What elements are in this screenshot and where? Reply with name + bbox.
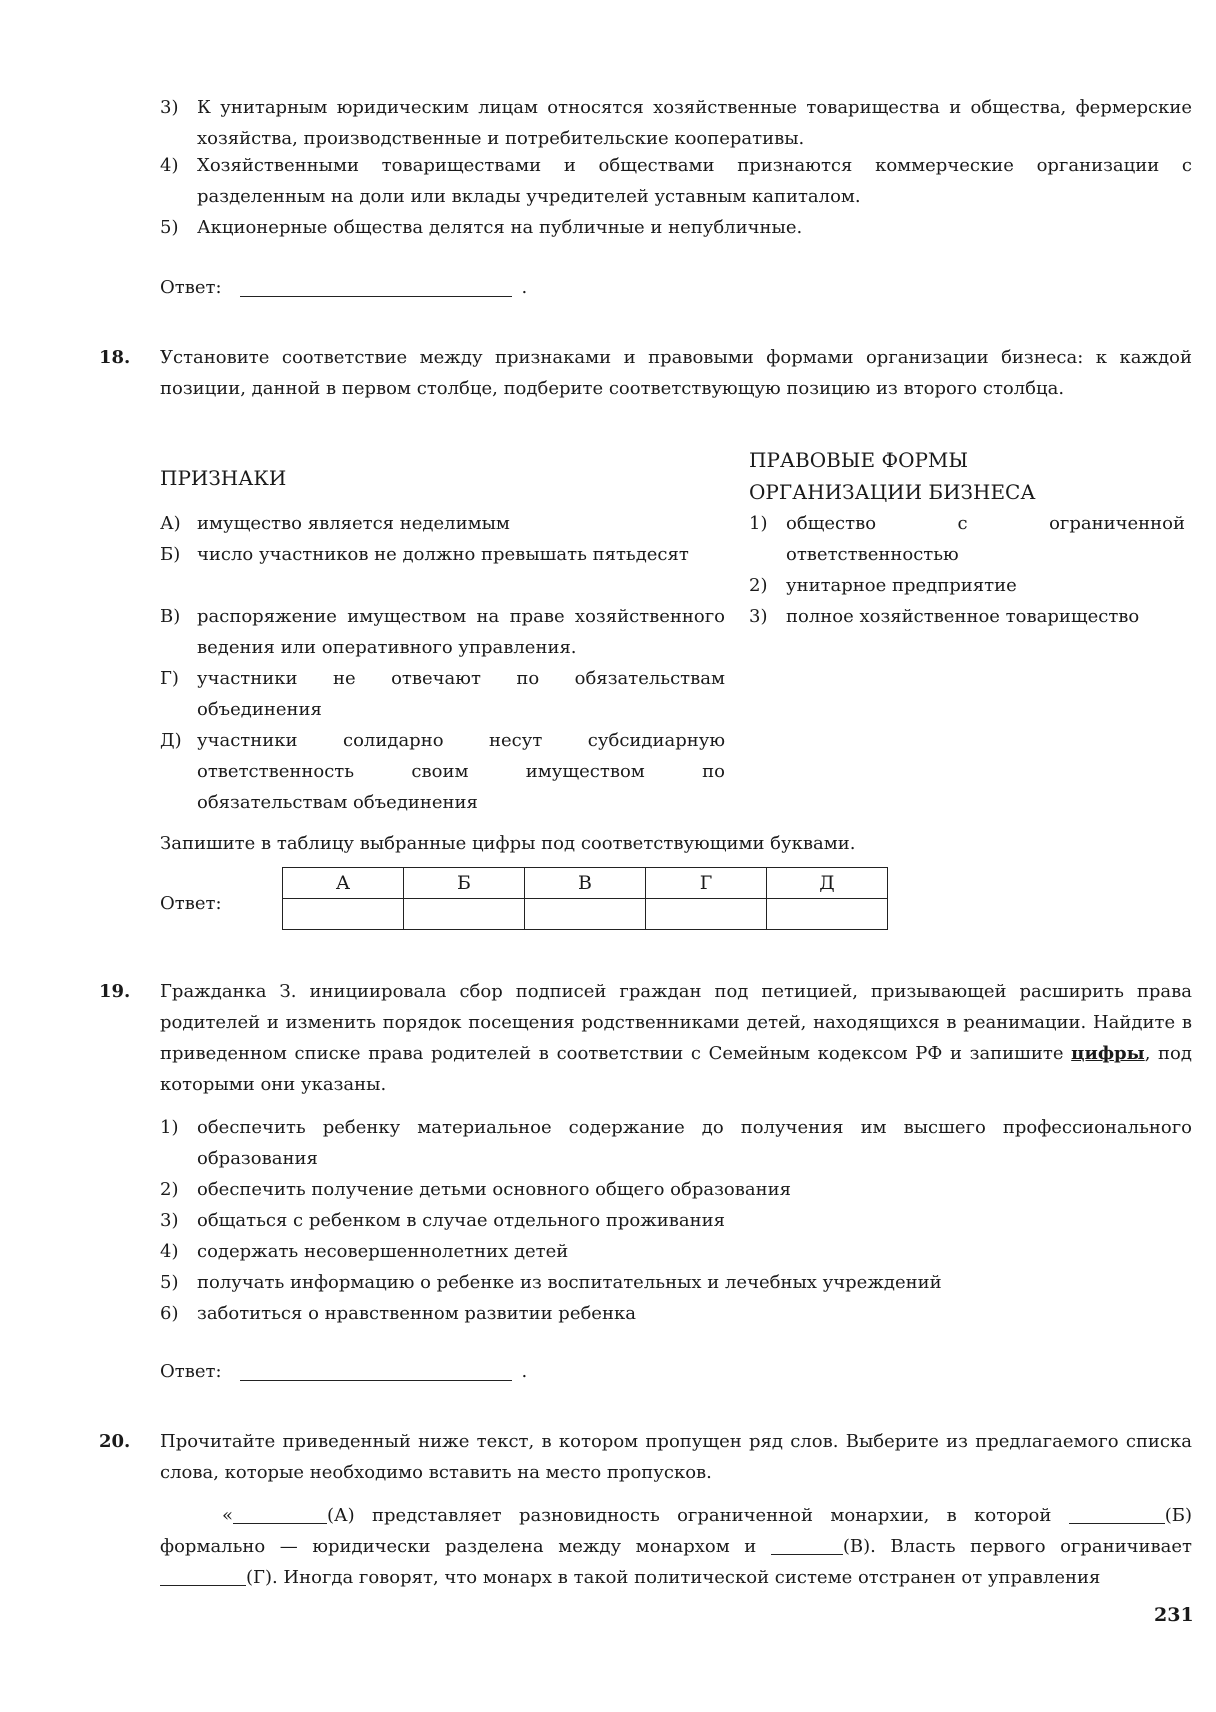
q19-text-part: Гражданка З. инициировала сбор подписей граждан под петицией, призывающей расширить права родителей и изменить порядок посещения родственниками детей, находящихся в реанимации. Найдите в приведенном списке права родителей в соответствии с Семейным кодексом РФ и запишите xyxy=(160,981,1192,1064)
q19-number: 19. xyxy=(99,981,131,1002)
answer-cell-a[interactable] xyxy=(283,899,404,930)
option-text: Хозяйственными товариществами и обществами признаются коммерческие организации с разделенным на доли или вклады учредителей уставным капиталом. xyxy=(197,155,1192,207)
form-text: полное хозяйственное товарищество xyxy=(786,606,1140,627)
q18-form-1 xyxy=(749,508,1185,570)
q18-answer-table xyxy=(282,867,888,930)
q18-text: Установите соответствие между признаками и правовыми формами организации бизнеса: к каждой позиции, данной в первом столбце, подберите соответствующую позицию из второго столбца. xyxy=(160,347,1192,399)
q18-left-header: ПРИЗНАКИ xyxy=(160,466,287,490)
feature-text: имущество является неделимым xyxy=(197,513,510,534)
q18-answer-label: Ответ: xyxy=(160,893,222,914)
q18-instruction: Запишите в таблицу выбранные цифры под соответствующими буквами. xyxy=(160,833,856,854)
q18-number: 18. xyxy=(99,347,131,368)
q18-form-3 xyxy=(749,601,1185,632)
passage-part: (Г). Иногда говорят, что монарх в такой политической системе отстранен от управления xyxy=(246,1567,1101,1588)
q20-passage xyxy=(160,1500,1192,1593)
option-number: 3) xyxy=(160,97,179,118)
q18-form-2 xyxy=(749,570,1185,601)
q18-right-header-2: ОРГАНИЗАЦИИ БИЗНЕСА xyxy=(749,480,1036,504)
answer-table-header-row xyxy=(283,868,888,899)
q19-option-3 xyxy=(160,1205,1192,1236)
answer-cell-v[interactable] xyxy=(525,899,646,930)
answer-header-b: Б xyxy=(404,868,525,899)
q17-option-5 xyxy=(160,212,1192,243)
option-number: 2) xyxy=(160,1179,179,1200)
option-number: 4) xyxy=(160,1241,179,1262)
passage-quote: « xyxy=(222,1505,234,1526)
q19-option-5 xyxy=(160,1267,1192,1298)
q20-number: 20. xyxy=(99,1431,131,1452)
q19-text-emphasis: цифры xyxy=(1071,1043,1145,1064)
option-text: получать информацию о ребенке из воспитательных и лечебных учреждений xyxy=(197,1272,942,1293)
blank-v[interactable] xyxy=(771,1532,843,1555)
option-text: обеспечить получение детьми основного общего образования xyxy=(197,1179,791,1200)
option-number: 3) xyxy=(160,1210,179,1231)
answer-cell-d[interactable] xyxy=(767,899,888,930)
form-text: унитарное предприятие xyxy=(786,575,1017,596)
q19-option-2 xyxy=(160,1174,1192,1205)
option-number: 1) xyxy=(160,1117,179,1138)
option-number: 6) xyxy=(160,1303,179,1324)
option-text: содержать несовершеннолетних детей xyxy=(197,1241,569,1262)
q17-answer xyxy=(160,272,527,303)
q19-option-6 xyxy=(160,1298,1192,1329)
option-text: Акционерные общества делятся на публичные и непубличные. xyxy=(197,217,803,238)
answer-cell-g[interactable] xyxy=(646,899,767,930)
feature-letter: А) xyxy=(160,513,181,534)
q18-feature-a xyxy=(160,508,725,539)
option-text: обеспечить ребенку материальное содержание до получения им высшего профессионального образования xyxy=(197,1117,1192,1169)
q18-feature-d xyxy=(160,725,725,818)
answer-header-a: А xyxy=(283,868,404,899)
answer-label: Ответ: xyxy=(160,277,222,298)
feature-text: распоряжение имуществом на праве хозяйственного ведения или оперативного управления. xyxy=(197,606,725,658)
q18-right-header-1: ПРАВОВЫЕ ФОРМЫ xyxy=(749,448,969,472)
q19-answer xyxy=(160,1356,527,1387)
form-number: 2) xyxy=(749,575,768,596)
feature-text: участники солидарно несут субсидиарную ответственность своим имуществом по обязательствам объединения xyxy=(197,730,725,813)
answer-cell-b[interactable] xyxy=(404,899,525,930)
feature-letter: Б) xyxy=(160,544,181,565)
option-text: общаться с ребенком в случае отдельного проживания xyxy=(197,1210,726,1231)
q19-text-part: , под которыми они указаны. xyxy=(160,1043,1192,1095)
answer-dot: . xyxy=(521,277,528,298)
form-number: 3) xyxy=(749,606,768,627)
feature-text: участники не отвечают по обязательствам объединения xyxy=(197,668,725,720)
q19-text xyxy=(160,976,1192,1100)
page-number: 231 xyxy=(1154,1604,1194,1626)
option-number: 4) xyxy=(160,155,179,176)
q19-option-1 xyxy=(160,1112,1192,1174)
answer-label: Ответ: xyxy=(160,1361,222,1382)
q18-feature-v xyxy=(160,601,725,663)
answer-blank[interactable] xyxy=(240,1358,512,1381)
answer-table-input-row xyxy=(283,899,888,930)
option-text: заботиться о нравственном развитии ребенка xyxy=(197,1303,636,1324)
feature-letter: В) xyxy=(160,606,181,627)
option-number: 5) xyxy=(160,217,179,238)
q18-feature-g xyxy=(160,663,725,725)
q17-option-4 xyxy=(160,150,1192,212)
option-text: К унитарным юридическим лицам относятся хозяйственные товарищества и общества, фермерские хозяйства, производственные и потребительские кооперативы. xyxy=(197,97,1192,149)
q18-feature-b xyxy=(160,539,725,570)
passage-part: (Б) формально — юридически разделена между монархом и xyxy=(160,1505,1192,1557)
answer-header-v: В xyxy=(525,868,646,899)
blank-a[interactable] xyxy=(233,1501,327,1524)
q19-option-4 xyxy=(160,1236,1192,1267)
answer-blank[interactable] xyxy=(240,274,512,297)
q20-text: Прочитайте приведенный ниже текст, в котором пропущен ряд слов. Выберите из предлагаемого списка слова, которые необходимо вставить на место пропусков. xyxy=(160,1431,1192,1483)
blank-g[interactable] xyxy=(160,1563,246,1586)
form-text: общество с ограниченной ответственностью xyxy=(786,513,1185,565)
form-number: 1) xyxy=(749,513,768,534)
q17-option-3 xyxy=(160,92,1192,154)
option-number: 5) xyxy=(160,1272,179,1293)
feature-text: число участников не должно превышать пятьдесят xyxy=(197,544,689,565)
feature-letter: Г) xyxy=(160,668,179,689)
answer-header-d: Д xyxy=(767,868,888,899)
answer-header-g: Г xyxy=(646,868,767,899)
passage-part: (А) представляет разновидность ограниченной монархии, в которой xyxy=(327,1505,1069,1526)
feature-letter: Д) xyxy=(160,730,182,751)
blank-b[interactable] xyxy=(1069,1501,1165,1524)
passage-part: (В). Власть первого ограничивает xyxy=(842,1536,1192,1557)
answer-dot: . xyxy=(521,1361,528,1382)
